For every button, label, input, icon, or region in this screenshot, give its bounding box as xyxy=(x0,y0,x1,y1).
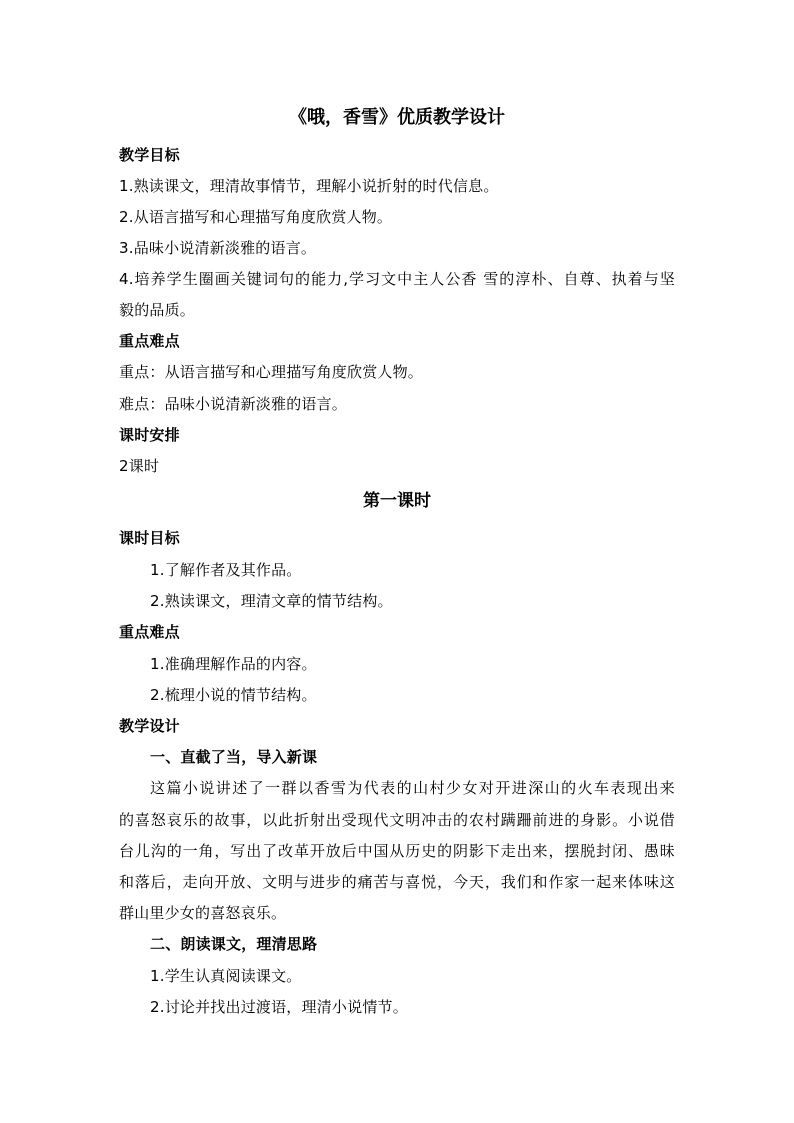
heading-objectives: 教学目标 xyxy=(119,146,180,164)
heading-lesson-objectives: 课时目标 xyxy=(119,529,180,547)
objective-4-line1: 4.培养学生圈画关键词句的能力,学习文中主人公香 雪的淳朴、自尊、执着与坚 xyxy=(119,270,675,288)
paragraph-1-line4: 和落后，走向开放、文明与进步的痛苦与喜悦，今天，我们和作家一起来体味这 xyxy=(119,873,675,891)
objective-2: 2.从语言描写和心理描写角度欣赏人物。 xyxy=(119,208,393,226)
lesson-objective-2: 2.熟读课文，理清文章的情节结构。 xyxy=(150,592,393,610)
paragraph-1-line3: 台儿沟的一角，写出了改革开放后中国从历史的阴影下走出来，摆脱封闭、愚昧 xyxy=(119,842,675,860)
paragraph-1-line2: 的喜怒哀乐的故事，以此折射出受现代文明冲击的农村蹒跚前进的身影。小说借 xyxy=(119,811,675,829)
paragraph-1-line1: 这篇小说讲述了一群以香雪为代表的山村少女对开进深山的火车表现出来 xyxy=(150,779,675,797)
schedule: 2课时 xyxy=(119,457,160,475)
objective-4-line2: 毅的品质。 xyxy=(119,301,196,319)
step-2-heading: 二、朗读课文，理清思路 xyxy=(150,935,318,953)
heading-schedule: 课时安排 xyxy=(119,426,180,444)
objective-3: 3.品味小说清新淡雅的语言。 xyxy=(119,239,317,257)
difficulty: 难点：品味小说清新淡雅的语言。 xyxy=(119,395,348,413)
step-2-item-1: 1.学生认真阅读课文。 xyxy=(150,967,302,985)
heading-design: 教学设计 xyxy=(119,717,180,735)
heading-key-points: 重点难点 xyxy=(119,332,180,350)
lesson-key-1: 1.准确理解作品的内容。 xyxy=(150,655,317,673)
paragraph-1-line5: 群山里少女的喜怒哀乐。 xyxy=(119,904,287,922)
lesson-objective-1: 1.了解作者及其作品。 xyxy=(150,561,302,579)
document-title: 《哦，香雪》优质教学设计 xyxy=(289,107,505,128)
step-2-item-2: 2.讨论并找出过渡语，理清小说情节。 xyxy=(150,998,408,1016)
objective-1: 1.熟读课文，理清故事情节，理解小说折射的时代信息。 xyxy=(119,177,499,195)
step-1-heading: 一、直截了当，导入新课 xyxy=(150,748,318,766)
key-point: 重点：从语言描写和心理描写角度欣赏人物。 xyxy=(119,363,424,381)
lesson-key-2: 2.梳理小说的情节结构。 xyxy=(150,686,317,704)
heading-lesson-key: 重点难点 xyxy=(119,623,180,641)
lesson1-title: 第一课时 xyxy=(363,491,431,511)
